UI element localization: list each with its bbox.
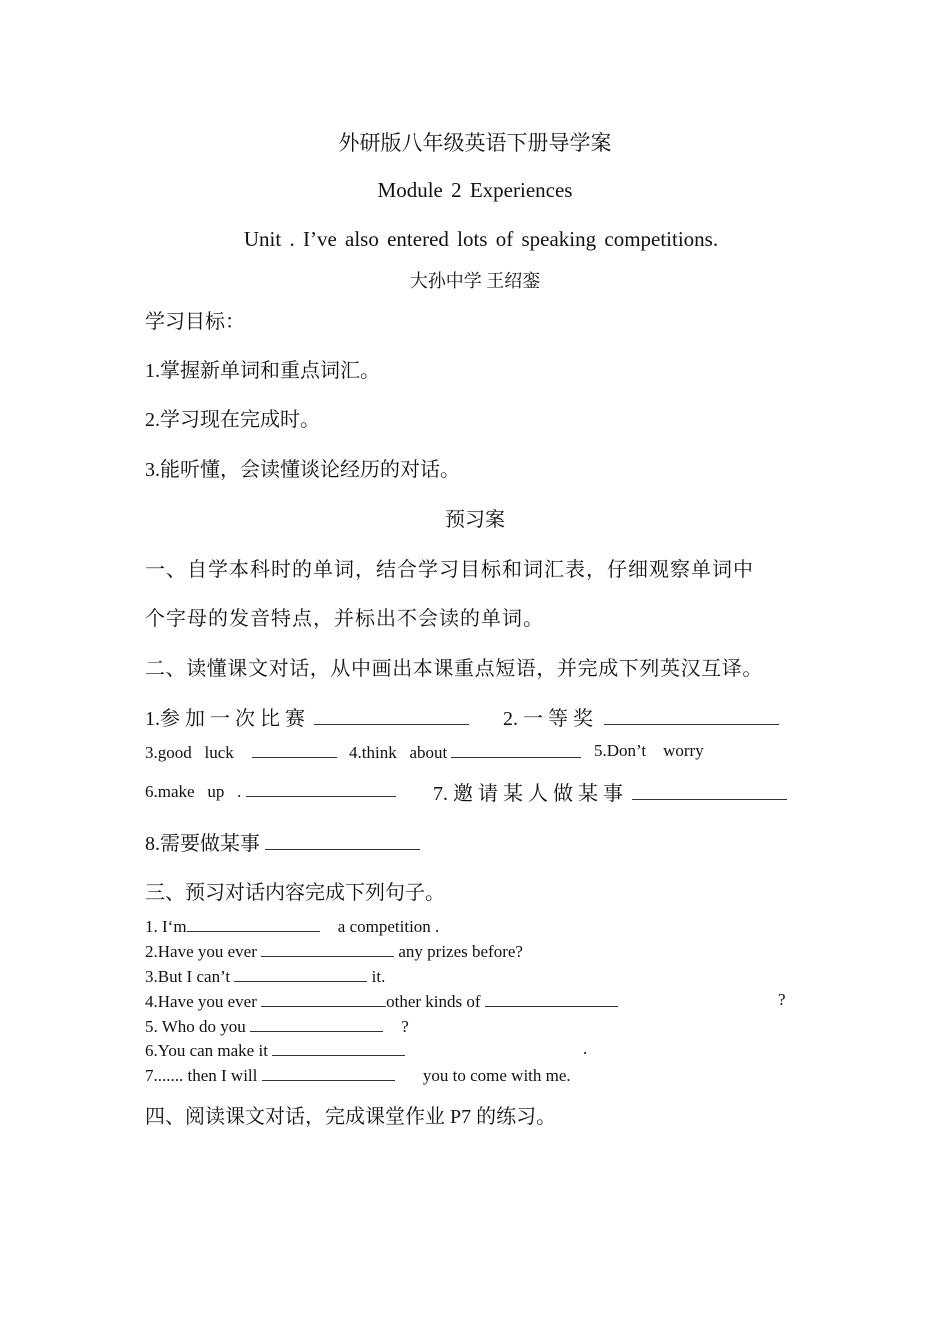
section-one-line1: 一、自学本科时的单词，结合学习目标和词汇表，仔细观察单词中 [145,559,754,581]
sentence-5-start: 5. Who do you [145,1017,246,1036]
phrase-3-blank[interactable] [252,741,337,758]
phrase-3-label: 3.good luck [145,743,234,762]
phrase-1-blank[interactable] [314,706,469,725]
sentence-2-end: any prizes before? [398,942,523,961]
sentence-7-blank[interactable] [262,1064,395,1081]
module-title: Module 2 Experiences [377,178,573,202]
sentence-3-start: 3.But I can’t [145,967,231,986]
phrase-6-blank[interactable] [246,780,396,797]
phrase-8-label: 8.需要做某事 [145,833,260,855]
page-title: 外研版八年级英语下册导学案 [338,131,612,155]
sentence-5-end: ? [401,1017,409,1036]
phrase-4-label: 4.think about [349,743,448,762]
sentence-4-end: ? [778,990,786,1009]
phrase-6-label: 6.make up . [145,782,242,801]
sentence-2-start: 2.Have you ever [145,942,257,961]
phrase-5-label: 5.Don’t worry [594,741,704,760]
phrase-2-label: 2. 一 等 奖 [503,708,593,730]
phrase-2-blank[interactable] [604,706,779,725]
objective-item: 3.能听懂，会读懂谈论经历的对话。 [145,459,460,481]
sentence-5-blank[interactable] [250,1015,383,1032]
sentence-7-start: 7....... then I will [145,1066,258,1085]
sentence-3-end: it. [371,967,386,986]
section-four-heading: 四、阅读课文对话，完成课堂作业 P7 的练习。 [145,1106,557,1128]
sentence-4-middle: other kinds of [386,992,481,1011]
section-two-heading: 二、读懂课文对话，从中画出本课重点短语，并完成下列英汉互译。 [145,658,763,680]
section-one-line2: 个字母的发音特点，并标出不会读的单词。 [145,608,544,630]
sentence-6-blank[interactable] [272,1039,405,1056]
objectives-heading: 学习目标： [145,311,245,333]
sentence-2-blank[interactable] [261,940,394,957]
objective-item: 1.掌握新单词和重点词汇。 [145,360,380,382]
sentence-3-blank[interactable] [234,965,367,982]
sentence-4-blank-a[interactable] [261,990,386,1007]
sentence-7-end: you to come with me. [422,1066,571,1085]
sentence-4-blank-b[interactable] [485,990,618,1007]
section-three-heading: 三、预习对话内容完成下列句子。 [145,882,445,904]
sentence-6-start: 6.You can make it [145,1041,268,1060]
unit-title: Unit . I’ve also entered lots of speaking competitions. [243,227,719,251]
phrase-8-blank[interactable] [265,831,420,850]
phrase-4-blank[interactable] [451,741,581,758]
phrase-7-label: 7. 邀 请 某 人 做 某 事 [433,783,623,805]
phrase-7-blank[interactable] [632,781,787,800]
sentence-6-end: . [583,1039,588,1058]
sentence-1-start: 1. I‘m [145,917,187,936]
preview-heading: 预习案 [445,509,505,531]
sentence-1-blank[interactable] [187,915,320,932]
objective-item: 2.学习现在完成时。 [145,409,320,431]
author-line: 大孙中学 王绍銮 [409,271,541,291]
sentence-1-end: a competition . [337,917,440,936]
sentence-4-start: 4.Have you ever [145,992,257,1011]
phrase-1-label: 1.参 加 一 次 比 赛 [145,708,305,730]
